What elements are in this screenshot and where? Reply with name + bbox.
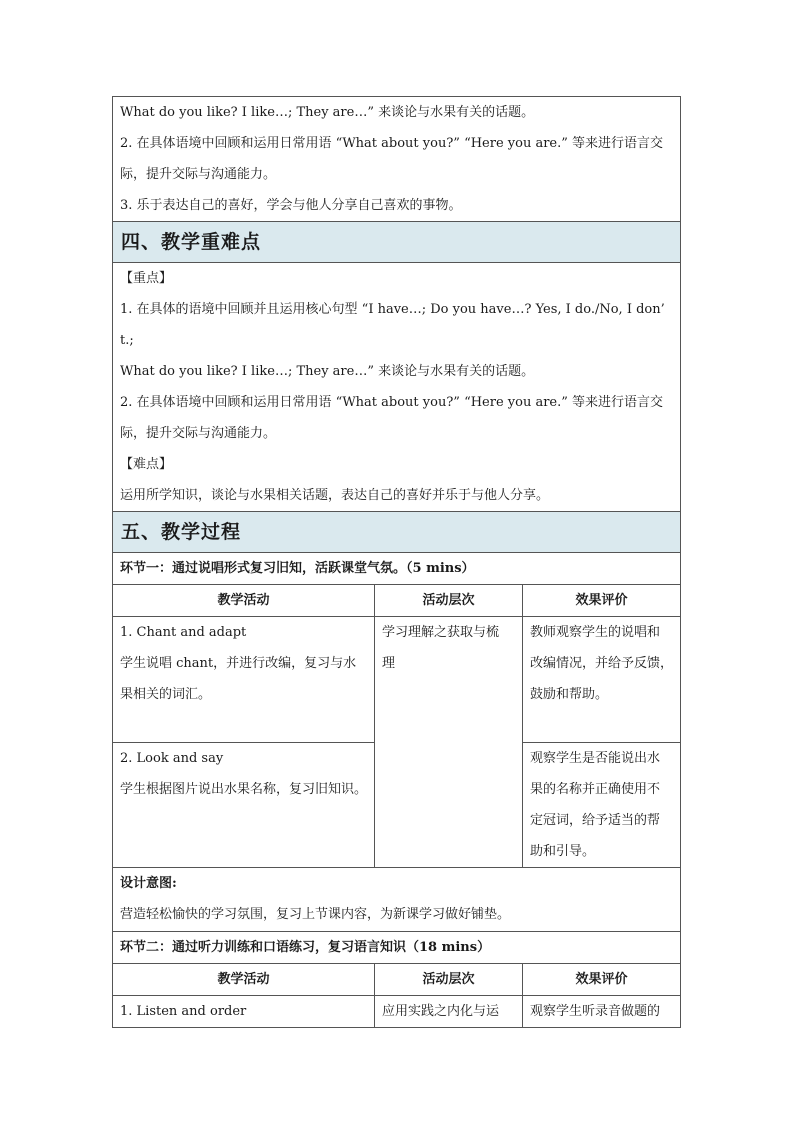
key-point-2a: 2. 在具体语境中回顾和运用日常用语 “What about you?” “Here you are.” 等来进行语言交: [120, 395, 664, 410]
objective-line-1: What do you like? I like…; They are…” 来谈论与水果有关的话题。: [120, 105, 535, 120]
stage-1-header-row: [113, 585, 681, 617]
header-evaluation-2: 效果评价: [523, 964, 681, 996]
design-intent-text: 营造轻松愉快的学习氛围，复习上节课内容，为新课学习做好铺垫。: [120, 907, 511, 922]
difficult-points-label: 【难点】: [120, 457, 173, 472]
evaluation-1-c: 鼓励和帮助。: [530, 687, 609, 702]
activity-2-name: 2. Look and say: [120, 751, 224, 766]
key-difficult-points-cell: [113, 263, 681, 512]
objective-line-3: 3. 乐于表达自己的喜好，学会与他人分享自己喜欢的事物。: [120, 198, 462, 213]
header-evaluation: 效果评价: [523, 585, 681, 617]
objectives-continuation-row: [113, 97, 681, 222]
activity-1-desc-a: 学生说唱 chant，并进行改编，复习与水: [120, 656, 357, 671]
header-activity: 教学活动: [113, 585, 375, 617]
design-intent-label: 设计意图:: [120, 876, 177, 891]
evaluation-2-d: 助和引导。: [530, 844, 596, 859]
header-level-2: 活动层次: [375, 964, 523, 996]
objective-line-2a: 2. 在具体语境中回顾和运用日常用语 “What about you?” “Here you are.” 等来进行语言交: [120, 136, 664, 151]
key-point-2b: 际，提升交际与沟通能力。: [120, 426, 277, 441]
level-line-a: 学习理解之获取与梳: [382, 625, 500, 640]
stage-2-level: 应用实践之内化与运: [375, 996, 523, 1028]
level-line-b: 理: [382, 656, 396, 671]
stage-1-activity-1-row: [113, 617, 681, 743]
key-point-1b: What do you like? I like…; They are…” 来谈论与水果有关的话题。: [120, 364, 535, 379]
stage-2-title: 环节二：通过听力训练和口语练习，复习语言知识（18 mins）: [113, 932, 681, 964]
header-activity-2: 教学活动: [113, 964, 375, 996]
evaluation-2-cell: [523, 743, 681, 868]
stage-1-title-row: [113, 553, 681, 585]
stage-1-title: 环节一：通过说唱形式复习旧知，活跃课堂气氛。（5 mins）: [113, 553, 681, 585]
section-5-heading-row: [113, 512, 681, 553]
lesson-plan-table-page: [112, 96, 680, 1028]
evaluation-2-a: 观察学生是否能说出水: [530, 751, 661, 766]
key-point-1a: 1. 在具体的语境中回顾并且运用核心句型 “I have…; Do you have…? Yes, I do./No, I don’ t.;: [120, 302, 665, 348]
stage-2-title-row: [113, 932, 681, 964]
stage-1-design-row: [113, 868, 681, 932]
evaluation-2-b: 果的名称并正确使用不: [530, 782, 661, 797]
stage-2-activity-1-row: [113, 996, 681, 1028]
activity-1-cell: [113, 617, 375, 743]
lesson-plan-table: [112, 96, 681, 1028]
objectives-cell: [113, 97, 681, 222]
activity-2-cell: [113, 743, 375, 868]
header-level: 活动层次: [375, 585, 523, 617]
key-points-label: 【重点】: [120, 271, 173, 286]
section-4-heading-row: [113, 222, 681, 263]
activity-1-desc-b: 果相关的词汇。: [120, 687, 212, 702]
evaluation-2-c: 定冠词，给予适当的帮: [530, 813, 661, 828]
evaluation-1-cell: [523, 617, 681, 743]
activity-1-name: 1. Chant and adapt: [120, 625, 247, 640]
design-intent-cell: [113, 868, 681, 932]
evaluation-1-a: 教师观察学生的说唱和: [530, 625, 661, 640]
activity-2-desc: 学生根据图片说出水果名称，复习旧知识。: [120, 782, 368, 797]
objective-line-2b: 际，提升交际与沟通能力。: [120, 167, 277, 182]
section-4-title: 四、教学重难点: [113, 222, 681, 263]
key-difficult-points-row: [113, 263, 681, 512]
stage-2-evaluation: 观察学生听录音做题的: [523, 996, 681, 1028]
difficult-point-1: 运用所学知识，谈论与水果相关话题，表达自己的喜好并乐于与他人分享。: [120, 488, 550, 503]
section-5-title: 五、教学过程: [113, 512, 681, 553]
evaluation-1-b: 改编情况，并给予反馈，: [530, 656, 674, 671]
stage-2-activity-1: 1. Listen and order: [113, 996, 375, 1028]
activity-level-cell: [375, 617, 523, 868]
stage-2-header-row: [113, 964, 681, 996]
